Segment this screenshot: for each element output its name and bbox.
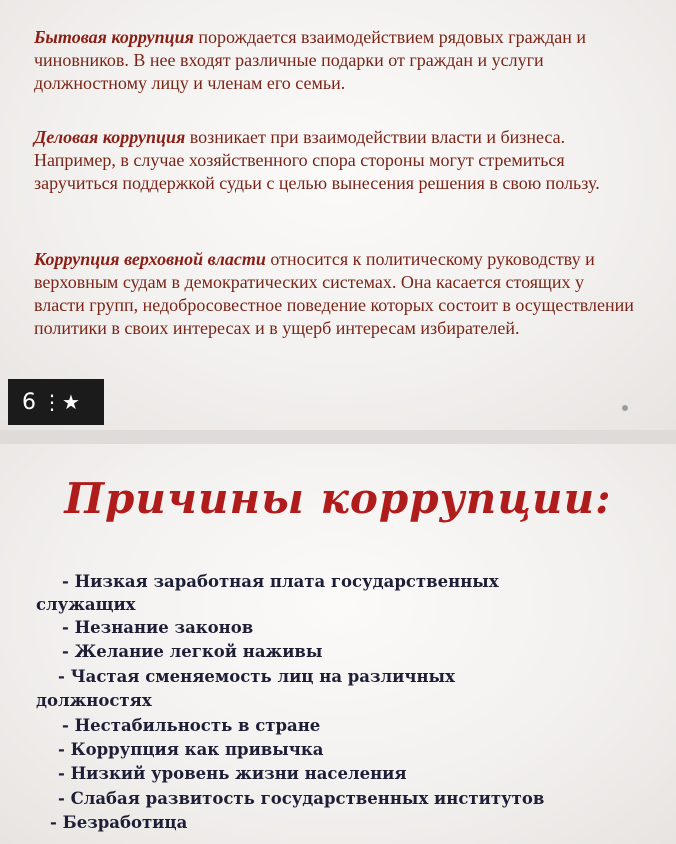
slide-title: Причины коррупции: bbox=[64, 474, 612, 523]
cause-item: - Низкая заработная плата государственных bbox=[62, 572, 499, 591]
paragraph-text: порождается взаимодействием рядовых граждан и чиновников. В нее входят различные подарки от граждан и услуги должностному лицу и членам его семьи. bbox=[34, 27, 586, 93]
cause-item: - Низкий уровень жизни населения bbox=[58, 764, 407, 783]
slide-number-badge[interactable] bbox=[8, 379, 104, 425]
cause-item: - Слабая развитость государственных институтов bbox=[58, 789, 545, 808]
slide-number: 6 bbox=[22, 389, 36, 415]
slide-corruption-causes bbox=[0, 444, 676, 844]
slide-dot-icon bbox=[622, 405, 628, 411]
paragraph-text: возникает при взаимодействии власти и бизнеса. Например, в случае хозяйственного спора стороны могут стремиться заручиться поддержкой судьи с целью вынесения решения в свою пользу. bbox=[34, 127, 600, 193]
star-icon: ⋮★ bbox=[42, 390, 80, 414]
cause-item: - Безработица bbox=[50, 813, 188, 832]
cause-item: - Незнание законов bbox=[62, 618, 254, 637]
paragraph-household-corruption bbox=[34, 26, 634, 95]
paragraph-top-power-corruption bbox=[34, 248, 634, 340]
cause-item: - Частая сменяемость лиц на различных bbox=[58, 667, 455, 686]
cause-item: - Нестабильность в стране bbox=[62, 716, 321, 735]
paragraph-text: относится к политическому руководству и верховным судам в демократических системах. Она касается стоящих у власти групп, недобросовестное поведение которых состоит в осуществлении политики в своих интересах и в ущерб интересам избирателей. bbox=[34, 249, 634, 338]
cause-item: - Желание легкой наживы bbox=[62, 642, 323, 661]
paragraph-business-corruption bbox=[34, 126, 634, 195]
term-top-power-corruption: Коррупция верховной власти bbox=[34, 249, 266, 269]
term-household-corruption: Бытовая коррупция bbox=[34, 27, 194, 47]
term-business-corruption: Деловая коррупция bbox=[34, 127, 186, 147]
cause-item: служащих bbox=[36, 595, 136, 614]
cause-item: - Коррупция как привычка bbox=[58, 740, 324, 759]
cause-item: должностях bbox=[36, 691, 152, 710]
